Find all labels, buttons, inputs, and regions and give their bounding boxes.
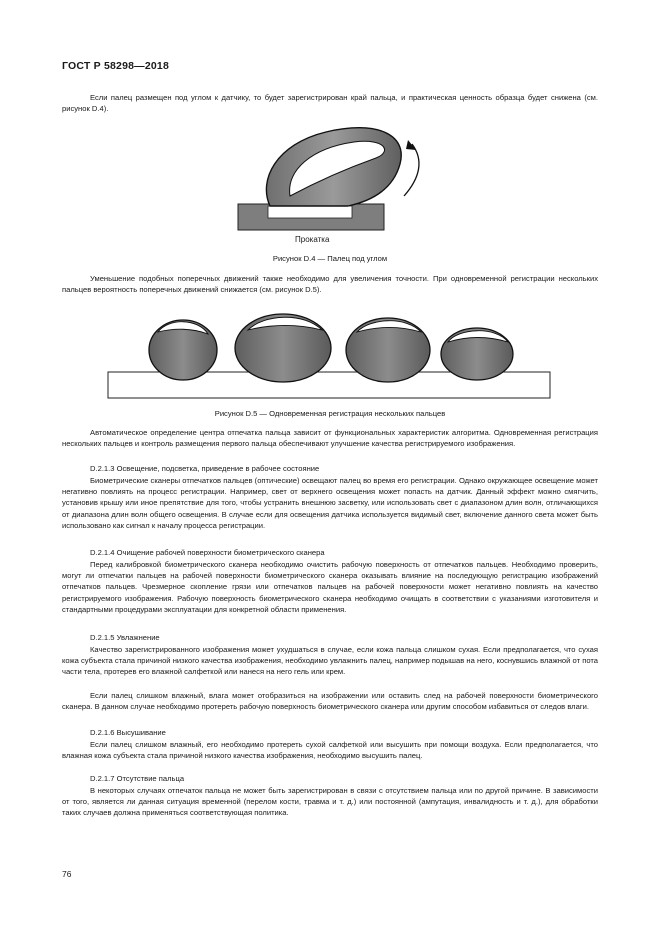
section-d213-text: Биометрические сканеры отпечатков пальцев (оптические) освещают палец во время его регистрации. Однако окружающее освещение может негативно повлиять на процесс регистрации. Например, свет от верхнего освещения может попасть на датчик. Данный эффект можно смягчить, установив крышу или иное препятствие для того, чтобы устранить внешнюю засветку, или использовать свет с диапазоном длин волн, отличающихся от диапазона длин волн общего освещения. В случае если для освещения датчика используется видимый свет, включение данного света может быть использовано как сигнал к началу процесса регистрации. — [62, 476, 598, 530]
figure-d5-multiple-fingers — [108, 308, 552, 400]
figure-d4-angled-finger — [236, 124, 426, 236]
section-d215-title: D.2.1.5 Увлажнение — [90, 633, 160, 642]
paragraph-d5-reference: Уменьшение подобных поперечных движений также необходимо для увеличения точности. При одновременной регистрации нескольких пальцев вероятность поперечных движений снижается (см. рисунок D.5). — [62, 274, 598, 295]
section-d216-title: D.2.1.6 Высушивание — [90, 728, 166, 737]
figure-d5-caption: Рисунок D.5 — Одновременная регистрация нескольких пальцев — [214, 409, 446, 418]
figure-d4-caption: Рисунок D.4 — Палец под углом — [272, 254, 388, 263]
page-number: 76 — [62, 869, 72, 879]
section-d215-text-2: Если палец слишком влажный, влага может отобразиться на изображении или оставить след на рабочей поверхности биометрического сканера. В данном случае необходимо протереть рабочую поверхность биометрического сканера или другим способом избавиться от следов влаги. — [62, 691, 598, 712]
document-code-header: ГОСТ Р 58298—2018 — [62, 60, 170, 72]
section-d217-title: D.2.1.7 Отсутствие пальца — [90, 774, 185, 783]
figure-d4-label: Прокатка — [295, 235, 330, 244]
section-d213-title: D.2.1.3 Освещение, подсветка, приведение в рабочее состояние — [90, 464, 320, 473]
section-d214-text: Перед калибровкой биометрического сканера необходимо очистить рабочую поверхность от отпечатков пальцев. Необходимо проверить, могут ли отпечатки пальцев на рабочей поверхности биометрического сканера оказывать влияние на последующую регистрацию изображений отпечатков пальцев. Чрезмерное скопление грязи или отпечатков пальцев на рабочей поверхности может негативно повлиять на качество регистрируемого изображения. Рабочую поверхность биометрического сканера необходимо очищать в соответствии с указаниями изготовителя и стандартными процедурами эксплуатации для конкретной области применения. — [62, 560, 598, 614]
section-d215-text-1: Качество зарегистрированного изображения может ухудшаться в случае, если кожа пальца слишком сухая. Если предполагается, что сухая кожа субъекта стала причиной низкого качества изображения, необходимо увлажнить палец, например подышав на него, коснувшись влажной от пота части тела, протерев его влажной салфеткой или нанеся на него гель или крем. — [62, 645, 598, 677]
section-d217-text: В некоторых случаях отпечаток пальца не может быть зарегистрирован в связи с отсутствием пальца или по другой причине. В зависимости от того, является ли данная ситуация временной (перелом кости, травма и т. д.) или постоянной (ампутация, инвалидность и т. д.), для обработки таких случаев должна применяться соответствующая политика. — [62, 786, 598, 818]
paragraph-auto-center: Автоматическое определение центра отпечатка пальца зависит от функциональных характеристик алгоритма. Одновременная регистрация нескольких пальцев и контроль размещения первого пальца обеспечивают улучшение качества регистрируемого изображения. — [62, 428, 598, 449]
section-d214-title: D.2.1.4 Очищение рабочей поверхности биометрического сканера — [90, 548, 325, 557]
section-d216-text: Если палец слишком влажный, его необходимо протереть сухой салфеткой или высушить при помощи воздуха. Если предполагается, что влажная кожа субъекта стала причиной низкого качества изображения, необходимо высушить палец. — [62, 740, 598, 761]
intro-paragraph: Если палец размещен под углом к датчику, то будет зарегистрирован край пальца, и практическая ценность образца будет снижена (см. рисунок D.4). — [62, 93, 598, 114]
